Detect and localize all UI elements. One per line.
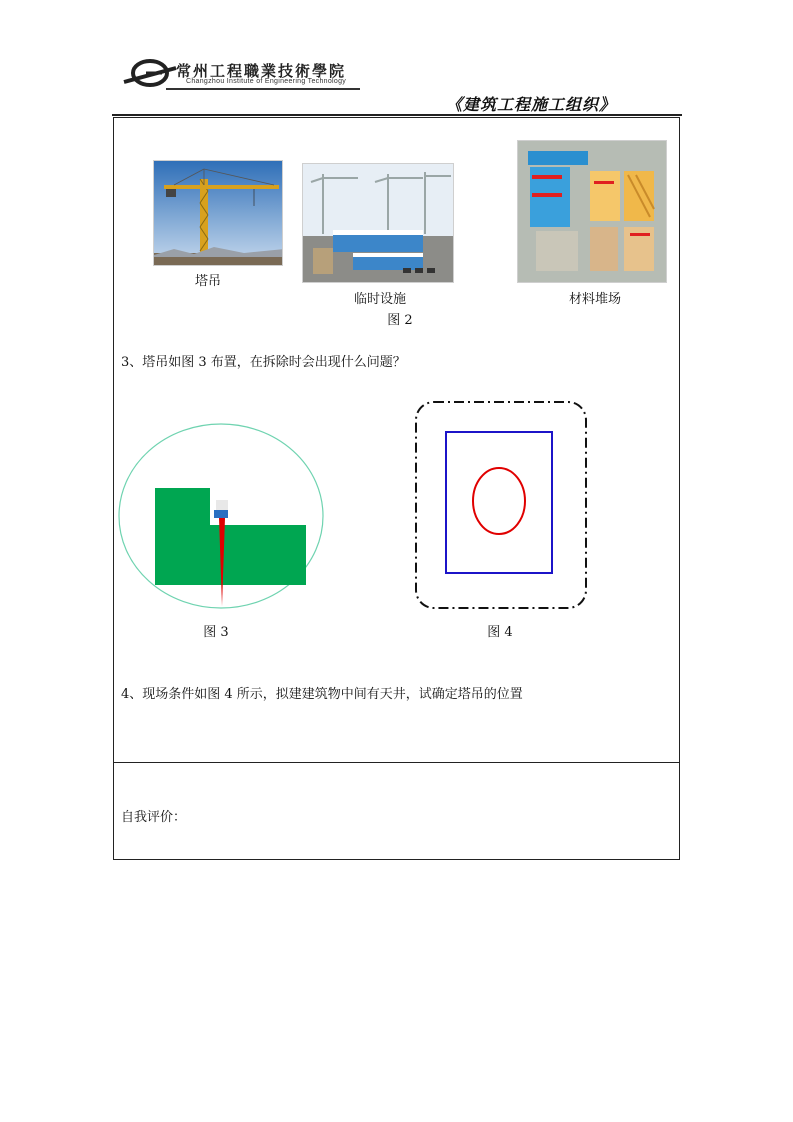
document-title: 《建筑工程施工组织》 xyxy=(446,95,617,114)
section-divider xyxy=(113,762,680,763)
figure-2-label: 图 2 xyxy=(387,313,413,328)
tower-crane-photo xyxy=(153,160,283,266)
caption-material-yard: 材料堆场 xyxy=(568,292,621,307)
logo-underline xyxy=(166,88,360,90)
caption-tower-crane: 塔吊 xyxy=(194,274,221,289)
self-evaluation-label: 自我评价： xyxy=(121,810,187,825)
question-3: 3、塔吊如图 3 布置，在拆除时会出现什么问题？ xyxy=(121,355,406,370)
header-rule xyxy=(112,114,682,116)
figure-3-diagram xyxy=(118,420,328,610)
figure-3-label: 图 3 xyxy=(203,625,229,640)
figure-4-label: 图 4 xyxy=(487,625,513,640)
crane-base xyxy=(214,510,228,518)
question-4: 4、现场条件如图 4 所示，拟建建筑物中间有天井，试确定塔吊的位置 xyxy=(121,687,523,702)
material-yard-photo xyxy=(517,140,667,283)
building-footprint xyxy=(155,488,306,585)
courtyard-patio xyxy=(473,468,525,534)
building-outline xyxy=(446,432,552,573)
crane-mast xyxy=(216,500,228,510)
school-name-en: Changzhou Institute of Engineering Technology xyxy=(186,78,347,85)
caption-temporary-facilities: 临时设施 xyxy=(353,292,406,307)
temporary-facilities-photo xyxy=(302,163,454,283)
school-name: 常州工程職業技術學院 xyxy=(176,62,347,80)
figure-4-diagram xyxy=(412,398,590,612)
